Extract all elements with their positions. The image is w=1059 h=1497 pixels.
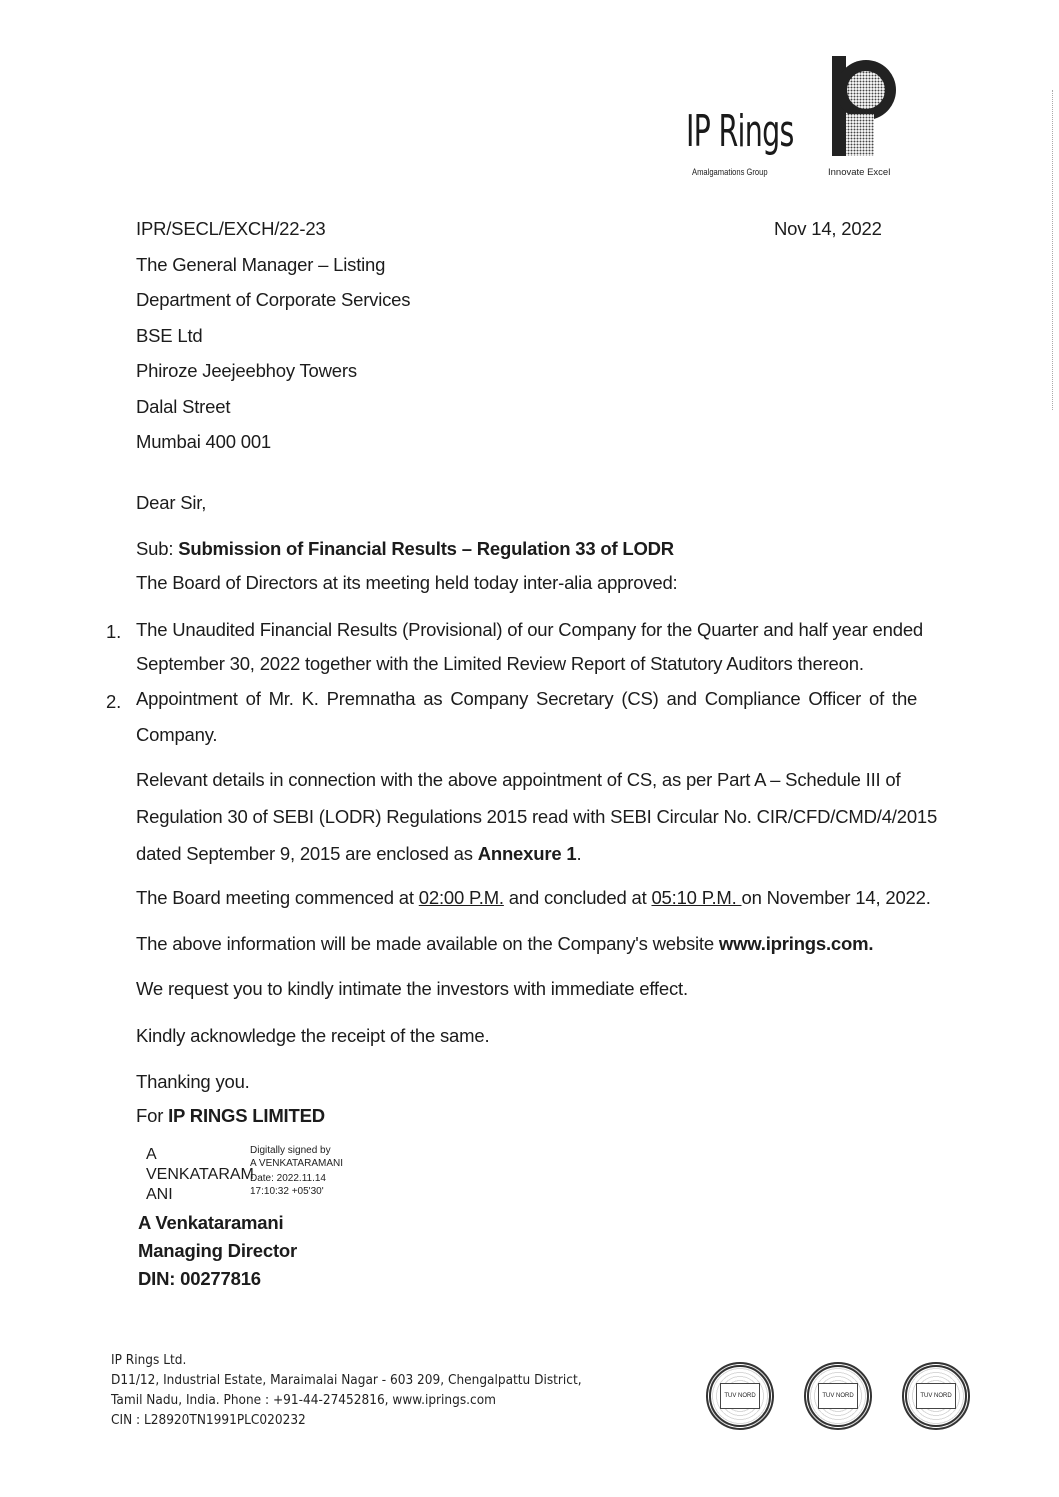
for-prefix: For — [136, 1105, 169, 1126]
relevant-text: Regulation 30 of SEBI (LODR) Regulations 2015 read with SEBI Circular No. CIR/CFD/CMD/4/2015 — [136, 806, 938, 827]
item-text: September 30, 2022 together with the Limited Review Report of Statutory Auditors thereon. — [136, 653, 864, 674]
address-line: Dalal Street — [136, 396, 231, 417]
meeting-text — [136, 887, 931, 909]
signer-din: DIN: 00277816 — [138, 1268, 261, 1289]
meeting-post: on November 14, 2022. — [741, 887, 931, 908]
meeting-end-time: 05:10 P.M. — [651, 887, 742, 908]
annexure-label: Annexure 1 — [477, 843, 577, 864]
relevant-text-part: . — [576, 843, 582, 864]
signer-title: Managing Director — [138, 1240, 298, 1261]
logo-brand: IP Rings — [686, 106, 794, 157]
intro-text: The Board of Directors at its meeting held today inter-alia approved: — [136, 572, 678, 593]
company-line — [136, 1105, 325, 1127]
request-text: We request you to kindly intimate the investors with immediate effect. — [136, 978, 688, 999]
address-line: Phiroze Jeejeebhoy Towers — [136, 360, 357, 381]
address-line: BSE Ltd — [136, 325, 203, 346]
signer-name: A Venkataramani — [138, 1212, 284, 1233]
signature-detail: Date: 2022.11.14 — [250, 1173, 326, 1184]
signature-detail: 17:10:32 +05'30' — [250, 1186, 324, 1197]
footer-company: IP Rings Ltd. — [111, 1352, 187, 1368]
website-pre: The above information will be made available on the Company's website — [136, 933, 719, 954]
signature-name-line: A — [146, 1146, 157, 1163]
relevant-text — [136, 843, 581, 865]
item-text: The Unaudited Financial Results (Provisional) of our Company for the Quarter and half year ended — [136, 619, 924, 640]
footer-cin: CIN : L28920TN1991PLC020232 — [111, 1412, 306, 1428]
company-logo — [676, 50, 916, 185]
certification-seal-icon — [804, 1362, 872, 1430]
subject-prefix: Sub: — [136, 538, 179, 559]
seal-label: TUV NORD — [916, 1383, 956, 1409]
relevant-text: Relevant details in connection with the above appointment of CS, as per Part A – Schedule III of — [136, 769, 901, 790]
subject-text: Submission of Financial Results – Regulation 33 of LODR — [178, 538, 674, 559]
acknowledge-text: Kindly acknowledge the receipt of the same. — [136, 1025, 490, 1046]
footer-address: D11/12, Industrial Estate, Maraimalai Nagar - 603 209, Chengalpattu District, — [111, 1372, 582, 1388]
certification-seal-icon — [706, 1362, 774, 1430]
seal-label: TUV NORD — [818, 1383, 858, 1409]
subject-line — [136, 538, 674, 560]
address-line: The General Manager – Listing — [136, 254, 386, 275]
salutation: Dear Sir, — [136, 492, 207, 513]
website-link[interactable]: www.iprings.com. — [718, 933, 874, 954]
footer-address: Tamil Nadu, India. Phone : +91-44-27452816, www.iprings.com — [111, 1392, 496, 1408]
seal-label: TUV NORD — [720, 1383, 760, 1409]
company-name: IP RINGS LIMITED — [168, 1105, 325, 1126]
item-text: Company. — [136, 724, 218, 745]
item-number: 1. — [106, 621, 122, 642]
item-number: 2. — [106, 691, 122, 712]
signature-name-line: ANI — [146, 1186, 173, 1203]
meeting-start-time: 02:00 P.M. — [418, 887, 504, 908]
signature-name-line: VENKATARAM — [146, 1166, 254, 1183]
item-text: Appointment of Mr. K. Premnatha as Company Secretary (CS) and Compliance Officer of the — [136, 688, 918, 709]
logo-group: Amalgamations Group — [692, 167, 768, 178]
website-text — [136, 933, 873, 955]
letter-date: Nov 14, 2022 — [774, 218, 882, 239]
certification-seal-icon — [902, 1362, 970, 1430]
meeting-pre: The Board meeting commenced at — [136, 887, 419, 908]
signature-detail: A VENKATARAMANI — [250, 1158, 343, 1169]
logo-tagline: Innovate Excel — [828, 167, 891, 178]
meeting-mid: and concluded at — [503, 887, 652, 908]
address-line: Department of Corporate Services — [136, 289, 411, 310]
logo-mark-icon — [826, 50, 908, 160]
signature-detail: Digitally signed by — [250, 1145, 331, 1156]
reference-number: IPR/SECL/EXCH/22-23 — [136, 218, 326, 239]
relevant-text-part: dated September 9, 2015 are enclosed as — [136, 843, 478, 864]
thanks-text: Thanking you. — [136, 1071, 250, 1092]
address-line: Mumbai 400 001 — [136, 431, 272, 452]
scan-margin-mark — [1052, 90, 1054, 410]
